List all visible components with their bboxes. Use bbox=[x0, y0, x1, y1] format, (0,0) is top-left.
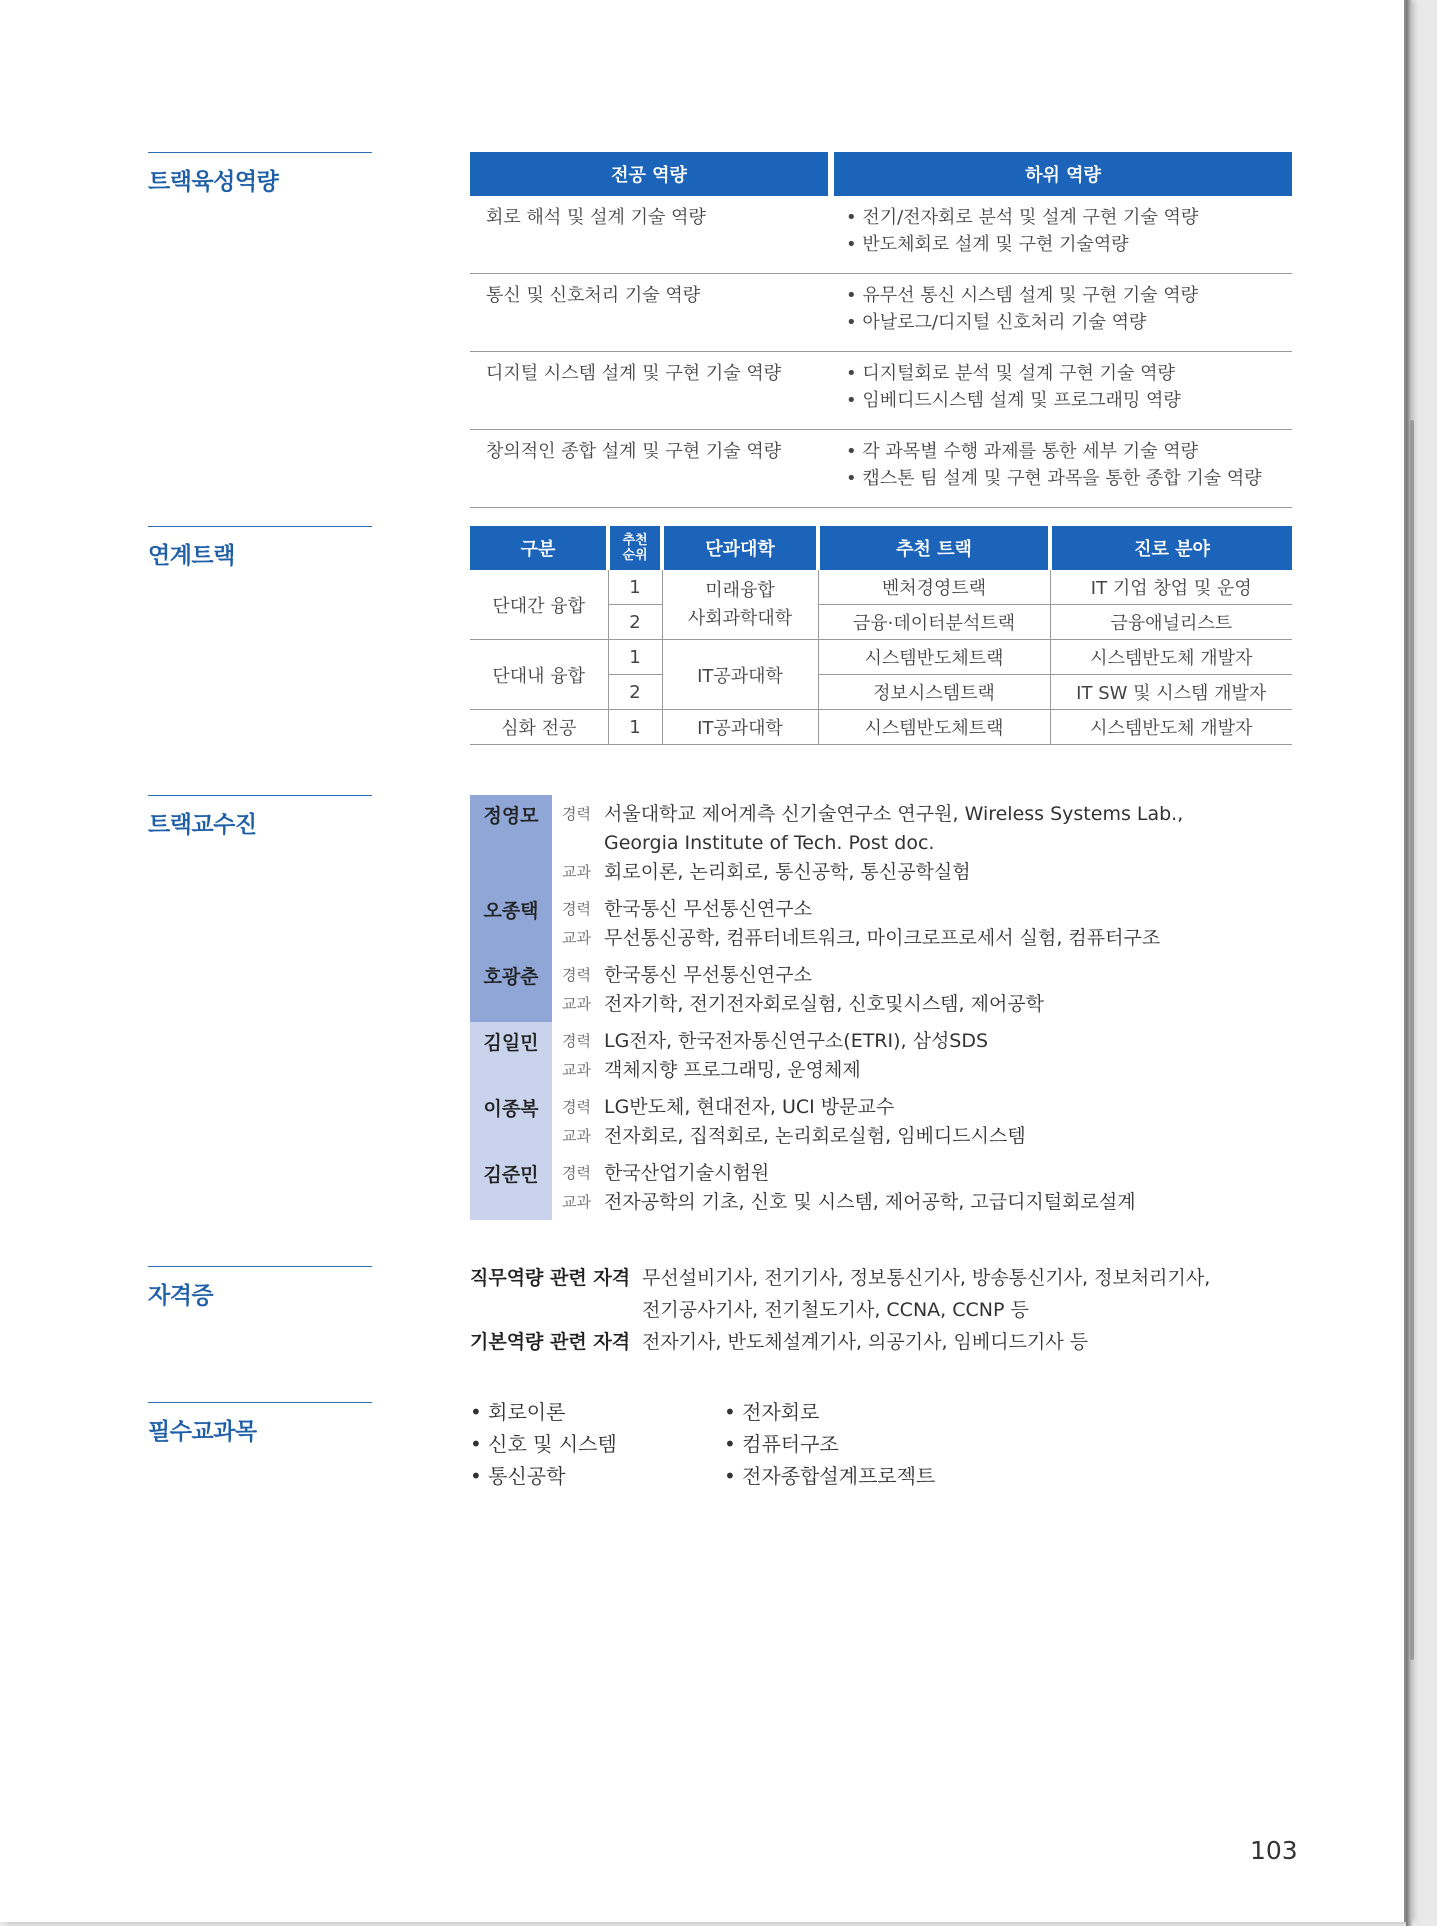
table-row bbox=[470, 710, 1292, 745]
list-item: • 각 과목별 수행 과제를 통한 세부 기술 역량 bbox=[846, 438, 1276, 465]
professor-courses: 무선통신공학, 컴퓨터네트워크, 마이크로프로세서 실험, 컴퓨터구조 bbox=[604, 927, 1161, 949]
career-cell: IT 기업 창업 및 운영 bbox=[1050, 570, 1292, 605]
course-tag: 교과 bbox=[562, 995, 591, 1013]
professor-name: 오종택 bbox=[470, 890, 552, 956]
professor-entry bbox=[470, 1154, 1310, 1220]
course-tag: 교과 bbox=[562, 1061, 591, 1079]
professor-courses: 전자기학, 전기전자회로실험, 신호및시스템, 제어공학 bbox=[604, 993, 1045, 1015]
section-label-certificates: 자격증 bbox=[148, 1266, 372, 1310]
rank-cell: 2 bbox=[608, 675, 662, 710]
professor-entry bbox=[470, 890, 1310, 956]
header-category: 구분 bbox=[470, 526, 608, 570]
professor-entry bbox=[470, 795, 1310, 890]
page-number: 103 bbox=[1250, 1836, 1298, 1865]
competency-table bbox=[470, 152, 1292, 508]
professor-courses: 전자회로, 집적회로, 논리회로실험, 임베디드시스템 bbox=[604, 1125, 1026, 1147]
certificate-names: 무선설비기사, 전기기사, 정보통신기사, 방송통신기사, 정보처리기사, bbox=[642, 1267, 1211, 1289]
rank-cell: 2 bbox=[608, 605, 662, 640]
professor-name: 정영모 bbox=[470, 795, 552, 890]
table-row bbox=[470, 274, 1292, 352]
list-item: • 통신공학 bbox=[470, 1460, 730, 1492]
table-row bbox=[470, 430, 1292, 508]
professor-courses: 회로이론, 논리회로, 통신공학, 통신공학실험 bbox=[604, 861, 971, 883]
header-career: 진로 분야 bbox=[1050, 526, 1292, 570]
career-tag: 경력 bbox=[562, 1164, 591, 1182]
college-cell: IT공과대학 bbox=[662, 710, 818, 745]
list-item: • 회로이론 bbox=[470, 1396, 730, 1428]
header-rank: 추천 순위 bbox=[608, 526, 662, 570]
track-cell: 시스템반도체트랙 bbox=[818, 640, 1050, 675]
career-tag: 경력 bbox=[562, 900, 591, 918]
sub-competency-list bbox=[834, 430, 1292, 508]
header-college: 단과대학 bbox=[662, 526, 818, 570]
rank-cell: 1 bbox=[608, 640, 662, 675]
sub-competency-list bbox=[834, 352, 1292, 430]
rank-cell: 1 bbox=[608, 710, 662, 745]
professor-career: LG전자, 한국전자통신연구소(ETRI), 삼성SDS bbox=[604, 1030, 989, 1052]
professor-entry bbox=[470, 1088, 1310, 1154]
table-row bbox=[470, 196, 1292, 274]
professor-entry bbox=[470, 956, 1310, 1022]
category-cell: 단대내 융합 bbox=[470, 640, 608, 710]
course-tag: 교과 bbox=[562, 1127, 591, 1145]
list-item bbox=[470, 1326, 1310, 1358]
professor-courses: 전자공학의 기초, 신호 및 시스템, 제어공학, 고급디지털회로설계 bbox=[604, 1191, 1136, 1213]
list-item: • 전자종합설계프로젝트 bbox=[724, 1460, 984, 1492]
certificate-category: 직무역량 관련 자격 bbox=[470, 1267, 631, 1289]
list-item: • 캡스톤 팀 설계 및 구현 과목을 통한 종합 기술 역량 bbox=[846, 465, 1276, 492]
career-cell: 금융애널리스트 bbox=[1050, 605, 1292, 640]
header-sub-competency: 하위 역량 bbox=[834, 152, 1292, 196]
professor-name: 김준민 bbox=[470, 1154, 552, 1220]
list-item: • 전기/전자회로 분석 및 설계 구현 기술 역량 bbox=[846, 204, 1276, 231]
category-cell: 심화 전공 bbox=[470, 710, 608, 745]
list-item: • 아날로그/디지털 신호처리 기술 역량 bbox=[846, 309, 1276, 336]
list-item: • 반도체회로 설계 및 구현 기술역량 bbox=[846, 231, 1276, 258]
career-cell: 시스템반도체 개발자 bbox=[1050, 640, 1292, 675]
professor-entry bbox=[470, 1022, 1310, 1088]
certificate-category: 기본역량 관련 자격 bbox=[470, 1331, 631, 1353]
section-label-required-courses: 필수교과목 bbox=[148, 1402, 372, 1446]
course-tag: 교과 bbox=[562, 1193, 591, 1211]
career-tag: 경력 bbox=[562, 1032, 591, 1050]
major-competency: 디지털 시스템 설계 및 구현 기술 역량 bbox=[470, 352, 828, 430]
professor-name: 호광춘 bbox=[470, 956, 552, 1022]
sub-competency-list bbox=[834, 274, 1292, 352]
section-label-linked-tracks: 연계트랙 bbox=[148, 526, 372, 570]
certificates-list bbox=[470, 1262, 1310, 1358]
rank-cell: 1 bbox=[608, 570, 662, 605]
professor-career: LG반도체, 현대전자, UCI 방문교수 bbox=[604, 1096, 895, 1118]
professor-courses: 객체지향 프로그래밍, 운영체제 bbox=[604, 1059, 861, 1081]
major-competency: 회로 해석 및 설계 기술 역량 bbox=[470, 196, 828, 274]
scrollbar[interactable] bbox=[1410, 420, 1414, 1660]
list-item: • 임베디드시스템 설계 및 프로그래밍 역량 bbox=[846, 387, 1276, 414]
list-item: • 디지털회로 분석 및 설계 구현 기술 역량 bbox=[846, 360, 1276, 387]
header-major-competency: 전공 역량 bbox=[470, 152, 828, 196]
sub-competency-list bbox=[834, 196, 1292, 274]
course-tag: 교과 bbox=[562, 863, 591, 881]
category-cell: 단대간 융합 bbox=[470, 570, 608, 640]
certificate-names: 전자기사, 반도체설계기사, 의공기사, 임베디드기사 등 bbox=[642, 1331, 1089, 1353]
track-cell: 정보시스템트랙 bbox=[818, 675, 1050, 710]
list-item: • 유무선 통신 시스템 설계 및 구현 기술 역량 bbox=[846, 282, 1276, 309]
table-row bbox=[470, 640, 1292, 675]
header-track: 추천 트랙 bbox=[818, 526, 1050, 570]
professor-career: 한국산업기술시험원 bbox=[604, 1162, 770, 1184]
professor-name: 김일민 bbox=[470, 1022, 552, 1088]
track-cell: 벤처경영트랙 bbox=[818, 570, 1050, 605]
major-competency: 창의적인 종합 설계 및 구현 기술 역량 bbox=[470, 430, 828, 508]
list-item: • 신호 및 시스템 bbox=[470, 1428, 730, 1460]
certificate-names: 전기공사기사, 전기철도기사, CCNA, CCNP 등 bbox=[642, 1299, 1029, 1321]
career-tag: 경력 bbox=[562, 1098, 591, 1116]
major-competency: 통신 및 신호처리 기술 역량 bbox=[470, 274, 828, 352]
career-tag: 경력 bbox=[562, 966, 591, 984]
college-cell: 미래융합 사회과학대학 bbox=[662, 570, 818, 640]
college-cell: IT공과대학 bbox=[662, 640, 818, 710]
professor-career: 서울대학교 제어계측 신기술연구소 연구원, Wireless Systems Lab., bbox=[604, 803, 1184, 825]
professor-career: 한국통신 무선통신연구소 bbox=[604, 898, 812, 920]
track-cell: 시스템반도체트랙 bbox=[818, 710, 1050, 745]
faculty-list bbox=[470, 795, 1310, 1220]
professor-career: Georgia Institute of Tech. Post doc. bbox=[604, 832, 935, 854]
table-row bbox=[470, 570, 1292, 605]
section-label-faculty: 트랙교수진 bbox=[148, 795, 372, 839]
section-label-competency: 트랙육성역량 bbox=[148, 152, 372, 196]
list-item bbox=[470, 1262, 1310, 1326]
career-cell: IT SW 및 시스템 개발자 bbox=[1050, 675, 1292, 710]
course-tag: 교과 bbox=[562, 929, 591, 947]
list-item: • 전자회로 bbox=[724, 1396, 984, 1428]
professor-career: 한국통신 무선통신연구소 bbox=[604, 964, 812, 986]
career-cell: 시스템반도체 개발자 bbox=[1050, 710, 1292, 745]
professor-name: 이종복 bbox=[470, 1088, 552, 1154]
linked-track-table bbox=[470, 526, 1292, 745]
table-row bbox=[470, 352, 1292, 430]
career-tag: 경력 bbox=[562, 805, 591, 823]
track-cell: 금융·데이터분석트랙 bbox=[818, 605, 1050, 640]
list-item: • 컴퓨터구조 bbox=[724, 1428, 984, 1460]
